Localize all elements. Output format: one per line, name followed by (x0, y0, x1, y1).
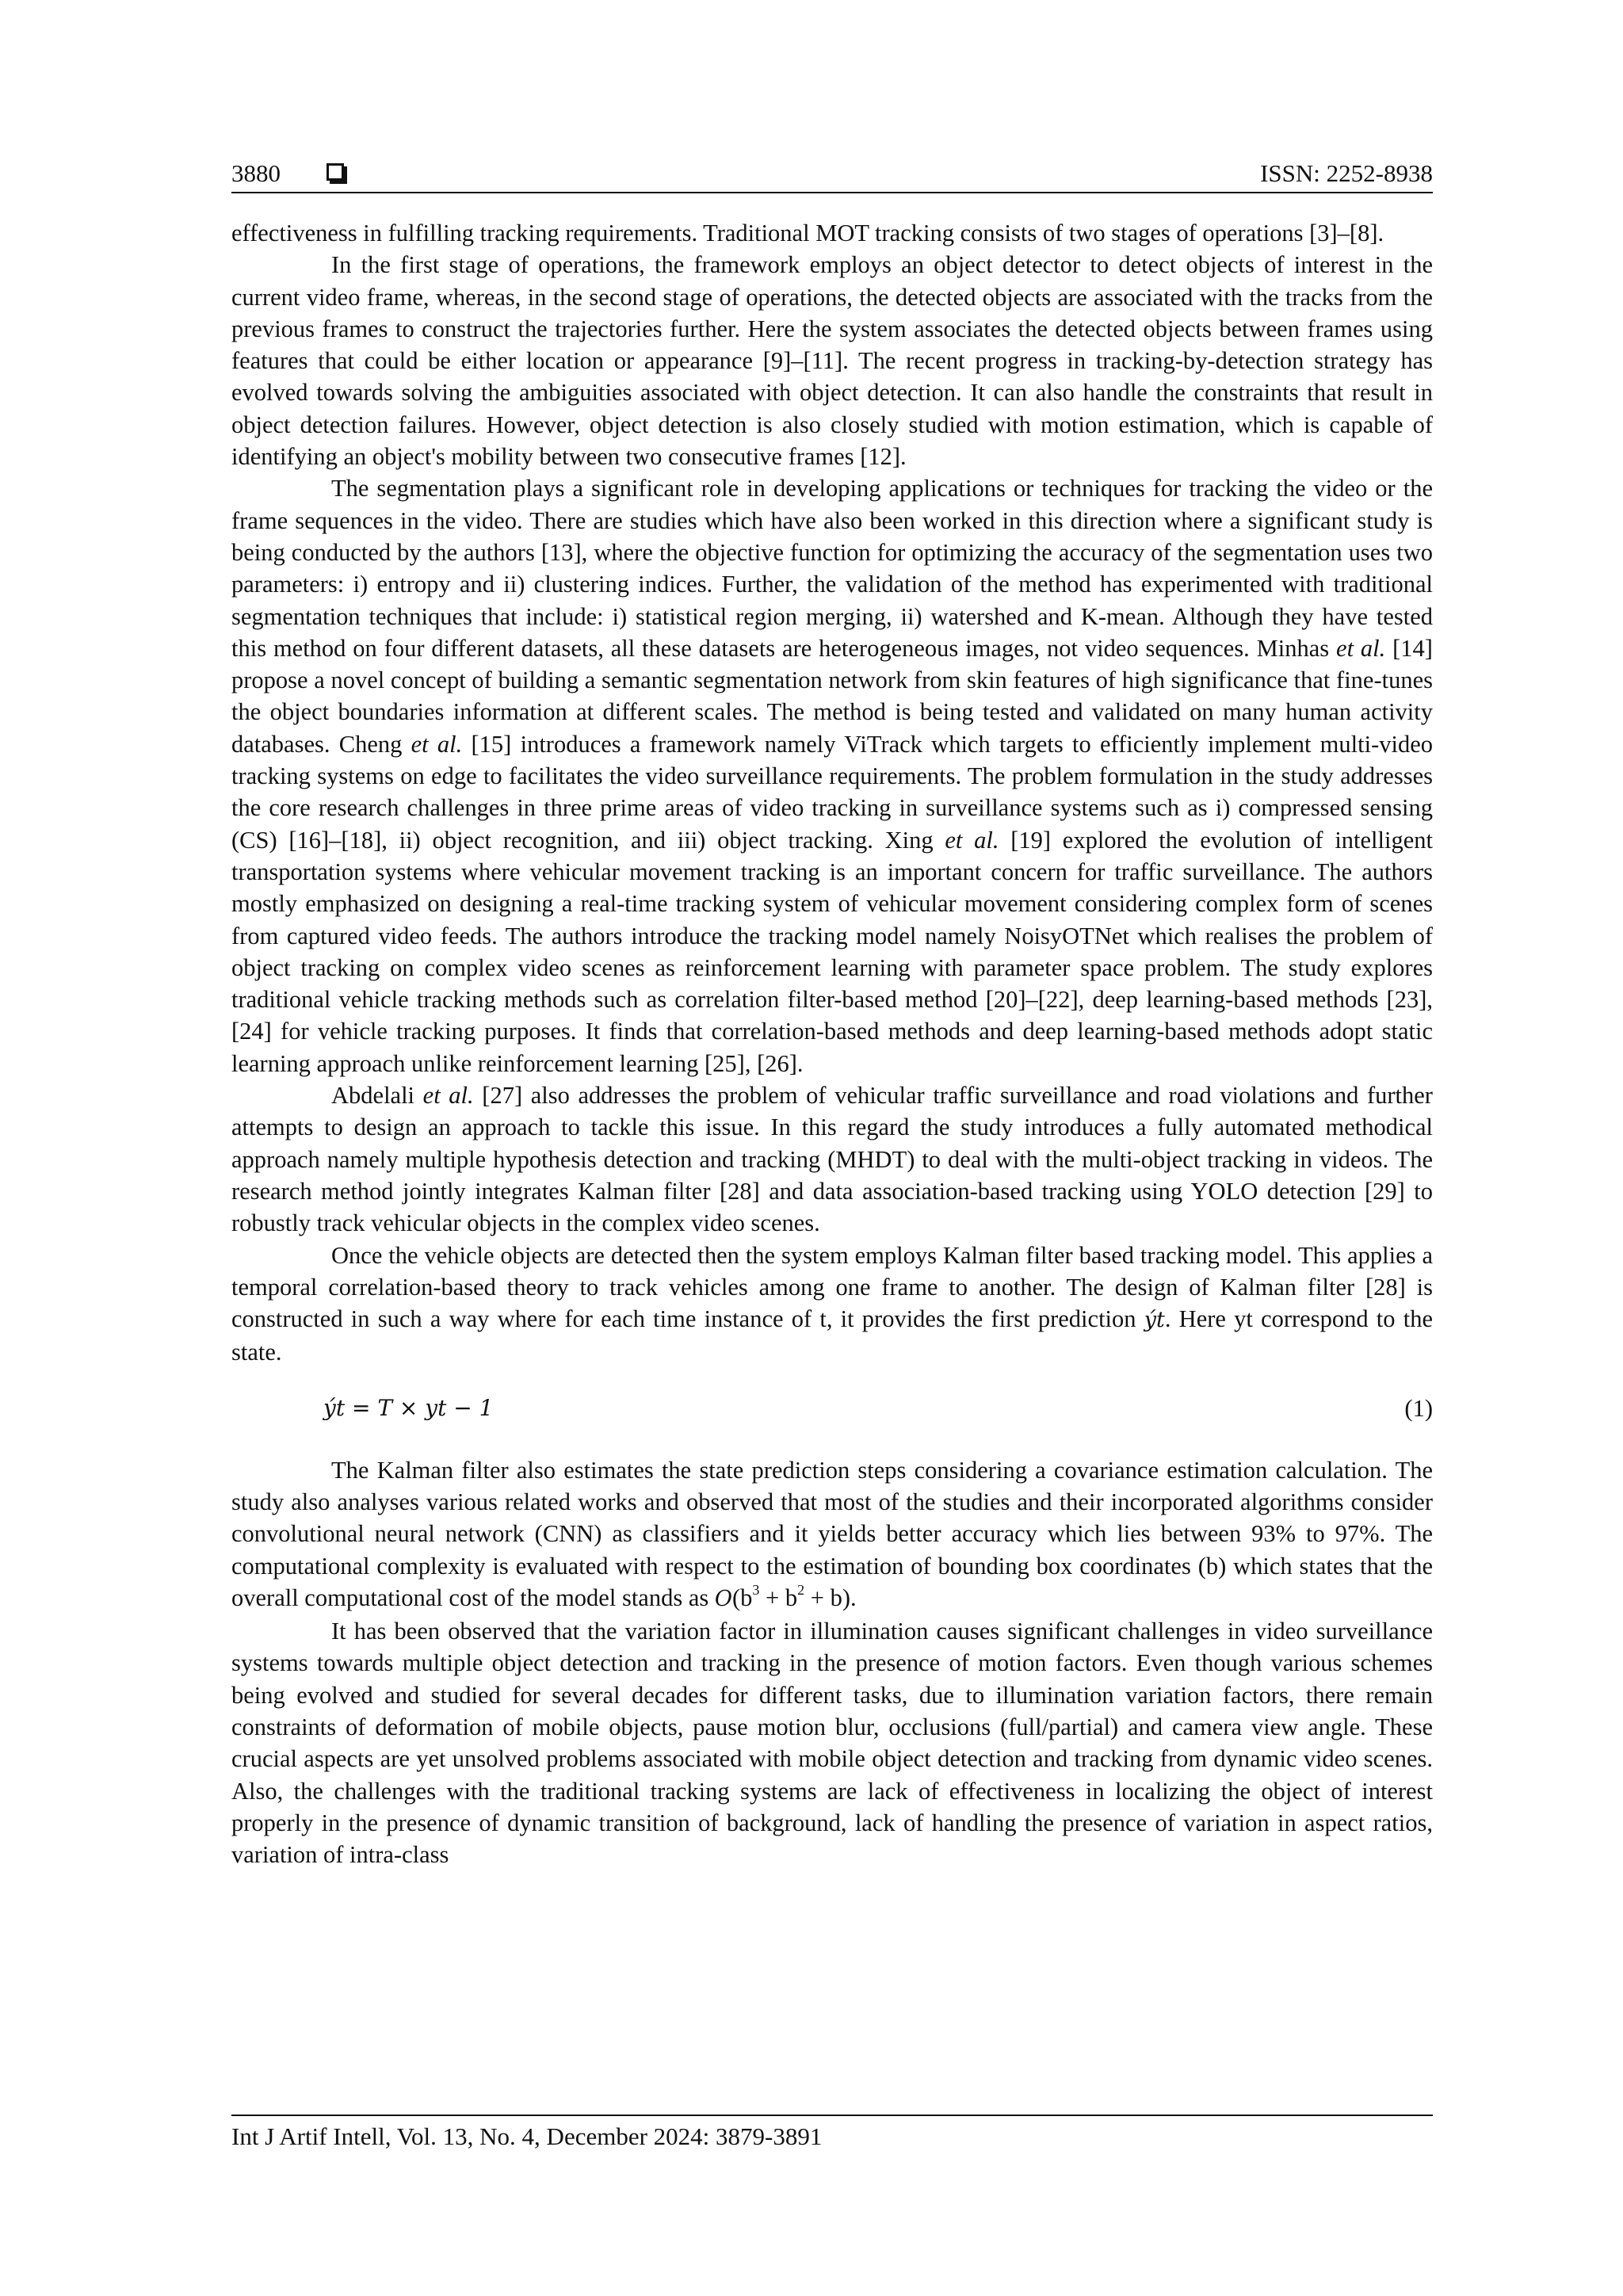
footer-rule (231, 2115, 1433, 2116)
checkbox-square-icon (327, 163, 344, 181)
paragraph-1: effectiveness in fulfilling tracking requirements. Traditional MOT tracking consists of two stages of operations [3]–[8]. (231, 220, 1384, 246)
article-body (231, 217, 1433, 1871)
paragraph-3-text-a: The segmentation plays a significant role in developing applications or techniques for tracking the video or the frame sequences in the video. There are studies which have also been worked in this direction where a significant study is being conducted by the authors [13], where the objective function for optimizing the accuracy of the segmentation uses two parameters: i) entropy and ii) clustering indices. Further, the validation of the method has experimented with traditional segmentation techniques that include: i) statistical region merging, ii) watershed and K-mean. Although they have tested this method on four different datasets, all these datasets are heterogeneous images, not video sequences. Minhas (231, 475, 1433, 662)
paragraph-5-text-b: . Here yt correspond to the state. (231, 1305, 1433, 1366)
paragraph-6 (231, 1454, 1433, 1615)
et-al-4: et al. (422, 1082, 474, 1110)
inline-math-prediction: ýt (1144, 1308, 1165, 1333)
equation-number: (1) (1404, 1394, 1433, 1422)
big-o-symbol: O (714, 1586, 732, 1611)
paragraph-7: It has been observed that the variation factor in illumination causes significant challenges in video surveillance systems towards multiple object detection and tracking in the presence of motion factors. Even though various schemes being evolved and studied for several decades for different tasks, due to illumination variation factors, there remain constraints of deformation of mobile objects, pause motion blur, occlusions (full/partial) and camera view angle. These crucial aspects are yet unsolved problems associated with mobile object detection and tracking from dynamic video scenes. Also, the challenges with the traditional tracking systems are lack of effectiveness in localizing the object of interest properly in the presence of dynamic transition of background, lack of handling the presence of variation in aspect ratios, variation of intra-class (231, 1618, 1433, 1869)
paragraph-4-text-a: Abdelali (331, 1082, 423, 1110)
et-al-3: et al. (945, 826, 999, 854)
paragraph-5-text-a: Once the vehicle objects are detected then the system employs Kalman filter based tracking model. This applies a temporal correlation-based theory to track vehicles among one frame to another. The design of Kalman filter [28] is constructed in such a way where for each time instance of t, it provides the first prediction (231, 1241, 1433, 1333)
complexity-part-3: + b) (804, 1584, 850, 1611)
issn-label: ISSN: 2252-8938 (1260, 159, 1433, 187)
page-number: 3880 (231, 159, 281, 187)
header-rule (231, 192, 1433, 193)
et-al-2: et al. (411, 730, 463, 758)
paragraph-4 (231, 1079, 1433, 1239)
complexity-part-1: (b (732, 1584, 753, 1611)
paragraph-3-text-c: [15] introduces a framework namely ViTrack which targets to efficiently implement multi-video tracking systems on edge to facilitates the video surveillance requirements. The problem formulation in the study addresses the core research challenges in three prime areas of video tracking in surveillance systems such as i) compressed sensing (CS) [16]–[18], ii) object recognition, and iii) object tracking. Xing (231, 730, 1433, 854)
paragraph-5 (231, 1240, 1433, 1369)
equation-body: ýt = T × yt − 1 (323, 1394, 494, 1421)
paragraph-6-end: . (850, 1584, 857, 1611)
complexity-part-2: + b (759, 1584, 798, 1611)
paragraph-2: In the first stage of operations, the framework employs an object detector to detect objects of interest in the current video frame, whereas, in the second stage of operations, the detected objects are associated with the tracks from the previous frames to construct the trajectories further. Here the system associates the detected objects between frames using features that could be either location or appearance [9]–[11]. The recent progress in tracking-by-detection strategy has evolved towards solving the ambiguities associated with object detection. It can also handle the constraints that result in object detection failures. However, object detection is also closely studied with motion estimation, which is capable of identifying an object's mobility between two consecutive frames [12]. (231, 251, 1433, 471)
paragraph-3-text-b: [14] propose a novel concept of building a semantic segmentation network from skin features of high significance that fine-tunes the object boundaries information at different scales. The method is being tested and validated on many human activity databases. Cheng (231, 634, 1433, 758)
paragraph-6-text-a: The Kalman filter also estimates the state prediction steps considering a covariance estimation calculation. The study also analyses various related works and observed that most of the studies and their incorporated algorithms consider convolutional neural network (CNN) as classifiers and it yields better accuracy which lies between 93% to 97%. The computational complexity is evaluated with respect to the estimation of bounding box coordinates (b) which states that the overall computational cost of the model stands as (231, 1456, 1433, 1611)
et-al-1: et al. (1336, 634, 1386, 662)
equation-1 (231, 1388, 1433, 1431)
paragraph-3-text-d: [19] explored the evolution of intelligent transportation systems where vehicular movement tracking is an important concern for traffic surveillance. The authors mostly emphasized on designing a real-time tracking system of vehicular movement considering complex form of scenes from captured video feeds. The authors introduce the tracking model namely NoisyOTNet which realises the problem of object tracking on complex video scenes as reinforcement learning with parameter space problem. The study explores traditional vehicle tracking methods such as correlation filter-based method [20]–[22], deep learning-based methods [23], [24] for vehicle tracking purposes. It finds that correlation-based methods and deep learning-based methods adopt static learning approach unlike reinforcement learning [25], [26]. (231, 826, 1433, 1077)
exponent-2: 2 (797, 1581, 805, 1598)
exponent-3: 3 (752, 1581, 760, 1598)
paragraph-4-text-b: [27] also addresses the problem of vehicular traffic surveillance and road violations and further attempts to design an approach to tackle this issue. In this regard the study introduces a fully automated methodical approach namely multiple hypothesis detection and tracking (MHDT) to deal with the multi-object tracking in videos. The research method jointly integrates Kalman filter [28] and data association-based tracking using YOLO detection [29] to robustly track vehicular objects in the complex video scenes. (231, 1082, 1433, 1237)
journal-citation: Int J Artif Intell, Vol. 13, No. 4, December 2024: 3879-3891 (231, 2122, 823, 2150)
paragraph-3 (231, 472, 1433, 1079)
running-header (231, 155, 1433, 192)
